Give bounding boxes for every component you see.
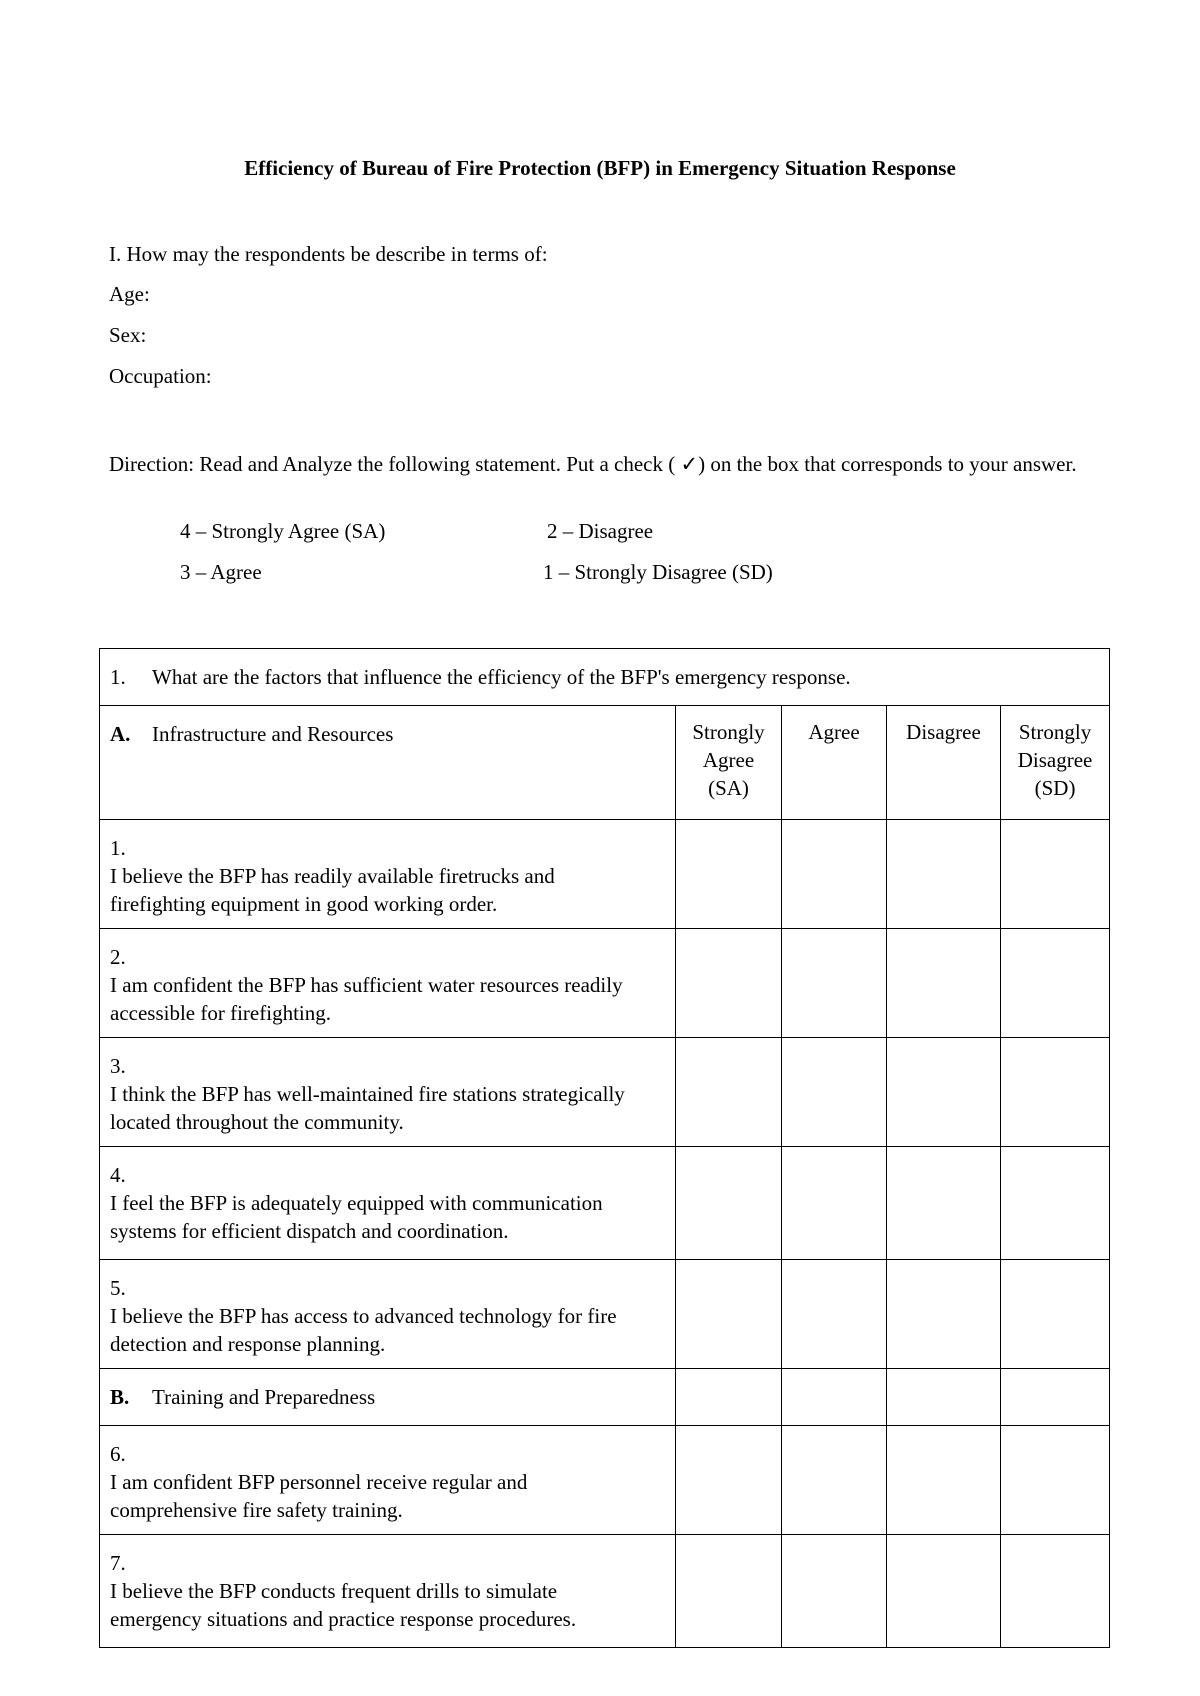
section-b-letter: B. <box>110 1385 130 1409</box>
checkbox-sa[interactable] <box>676 1535 782 1648</box>
checkbox-sd[interactable] <box>1001 1038 1110 1147</box>
item-number: 4. <box>110 1163 126 1187</box>
section-a-label: Infrastructure and Resources <box>152 722 394 746</box>
checkbox-disagree[interactable] <box>887 929 1001 1038</box>
checkbox-disagree[interactable] <box>887 1147 1001 1260</box>
col-sd-line-3: (SD) <box>1034 776 1076 800</box>
col-sa-line-1: Strongly <box>692 720 765 744</box>
section-a-cell <box>100 706 676 820</box>
occupation-field: Occupation: <box>109 364 212 388</box>
col-agree-label: Agree <box>808 720 860 744</box>
checkbox-sa[interactable] <box>676 820 782 929</box>
checkbox-sd[interactable] <box>1001 929 1110 1038</box>
table-row <box>100 929 1110 1038</box>
item-number: 7. <box>110 1551 126 1575</box>
question-row <box>100 649 1110 706</box>
section-b-cell <box>100 1369 676 1426</box>
checkbox-disagree[interactable] <box>887 1426 1001 1535</box>
item-text: I am confident BFP personnel receive regular and comprehensive fire safety training. <box>110 1470 528 1522</box>
document-title: Efficiency of Bureau of Fire Protection (BFP) in Emergency Situation Response <box>244 156 956 180</box>
checkbox-agree[interactable] <box>782 1426 887 1535</box>
checkbox-disagree[interactable] <box>887 820 1001 929</box>
table-row <box>100 1426 1110 1535</box>
item-text: I believe the BFP conducts frequent drills to simulate emergency situations and practice response procedures. <box>110 1579 577 1631</box>
item-number: 5. <box>110 1276 126 1300</box>
scale-strongly-agree: 4 – Strongly Agree (SA) <box>180 519 386 543</box>
scale-disagree: 2 – Disagree <box>547 519 654 543</box>
item-number: 2. <box>110 945 126 969</box>
checkbox-disagree[interactable] <box>887 1260 1001 1369</box>
column-agree <box>782 706 887 820</box>
direction-text: Direction: Read and Analyze the following statement. Put a check ( ✓) on the box that corresponds to your answer. <box>109 452 1077 476</box>
question-text: What are the factors that influence the efficiency of the BFP's emergency response. <box>152 665 851 689</box>
checkbox-sa[interactable] <box>676 1147 782 1260</box>
col-sd-line-2: Disagree <box>1017 748 1093 772</box>
statement-cell <box>100 1147 676 1260</box>
question-number: 1. <box>110 665 126 689</box>
checkbox-sa[interactable] <box>676 1260 782 1369</box>
section-a-letter: A. <box>110 722 131 746</box>
col-sa-line-3: (SA) <box>708 776 749 800</box>
checkbox-sa[interactable] <box>676 1426 782 1535</box>
checkbox-disagree[interactable] <box>887 1038 1001 1147</box>
column-strongly-agree <box>676 706 782 820</box>
age-field: Age: <box>109 282 150 306</box>
item-text: I believe the BFP has access to advanced technology for fire detection and response planning. <box>110 1304 617 1356</box>
checkbox-sd[interactable] <box>1001 1147 1110 1260</box>
empty-cell <box>782 1369 887 1426</box>
item-number: 3. <box>110 1054 126 1078</box>
item-number: 6. <box>110 1442 126 1466</box>
table-row <box>100 1535 1110 1648</box>
col-sa-line-2: Agree <box>702 748 755 772</box>
checkbox-disagree[interactable] <box>887 1535 1001 1648</box>
statement-cell <box>100 1260 676 1369</box>
scale-strongly-disagree: 1 – Strongly Disagree (SD) <box>543 560 773 584</box>
checkbox-agree[interactable] <box>782 1260 887 1369</box>
checkbox-sd[interactable] <box>1001 1260 1110 1369</box>
column-strongly-disagree <box>1001 706 1110 820</box>
sex-field: Sex: <box>109 323 147 347</box>
statement-cell <box>100 1038 676 1147</box>
empty-cell <box>676 1369 782 1426</box>
checkbox-agree[interactable] <box>782 820 887 929</box>
checkbox-agree[interactable] <box>782 1147 887 1260</box>
col-sd-line-1: Strongly <box>1018 720 1092 744</box>
statement-cell <box>100 820 676 929</box>
item-text: I feel the BFP is adequately equipped with communication systems for efficient dispatch and coordination. <box>110 1191 603 1243</box>
item-text: I am confident the BFP has sufficient water resources readily accessible for firefighting. <box>110 973 623 1025</box>
checkbox-sa[interactable] <box>676 1038 782 1147</box>
survey-table <box>99 648 1110 1648</box>
table-row <box>100 1038 1110 1147</box>
table-row <box>100 1260 1110 1369</box>
checkbox-agree[interactable] <box>782 929 887 1038</box>
section-b-header-row <box>100 1369 1110 1426</box>
scale-agree: 3 – Agree <box>180 560 262 584</box>
table-row <box>100 820 1110 929</box>
checkbox-sd[interactable] <box>1001 1535 1110 1648</box>
checkbox-sd[interactable] <box>1001 1426 1110 1535</box>
statement-cell <box>100 1426 676 1535</box>
section-a-header-row <box>100 706 1110 820</box>
statement-cell <box>100 1535 676 1648</box>
statement-cell <box>100 929 676 1038</box>
item-number: 1. <box>110 836 126 860</box>
empty-cell <box>1001 1369 1110 1426</box>
item-text: I believe the BFP has readily available firetrucks and firefighting equipment in good working order. <box>110 864 555 916</box>
question-cell <box>100 649 1110 706</box>
section-b-label: Training and Preparedness <box>152 1385 376 1409</box>
column-disagree <box>887 706 1001 820</box>
respondent-question: I. How may the respondents be describe in terms of: <box>109 242 548 266</box>
checkbox-sa[interactable] <box>676 929 782 1038</box>
checkbox-sd[interactable] <box>1001 820 1110 929</box>
col-disagree-label: Disagree <box>906 720 981 744</box>
empty-cell <box>887 1369 1001 1426</box>
table-row <box>100 1147 1110 1260</box>
item-text: I think the BFP has well-maintained fire stations strategically located throughout the community. <box>110 1082 625 1134</box>
checkbox-agree[interactable] <box>782 1535 887 1648</box>
checkbox-agree[interactable] <box>782 1038 887 1147</box>
